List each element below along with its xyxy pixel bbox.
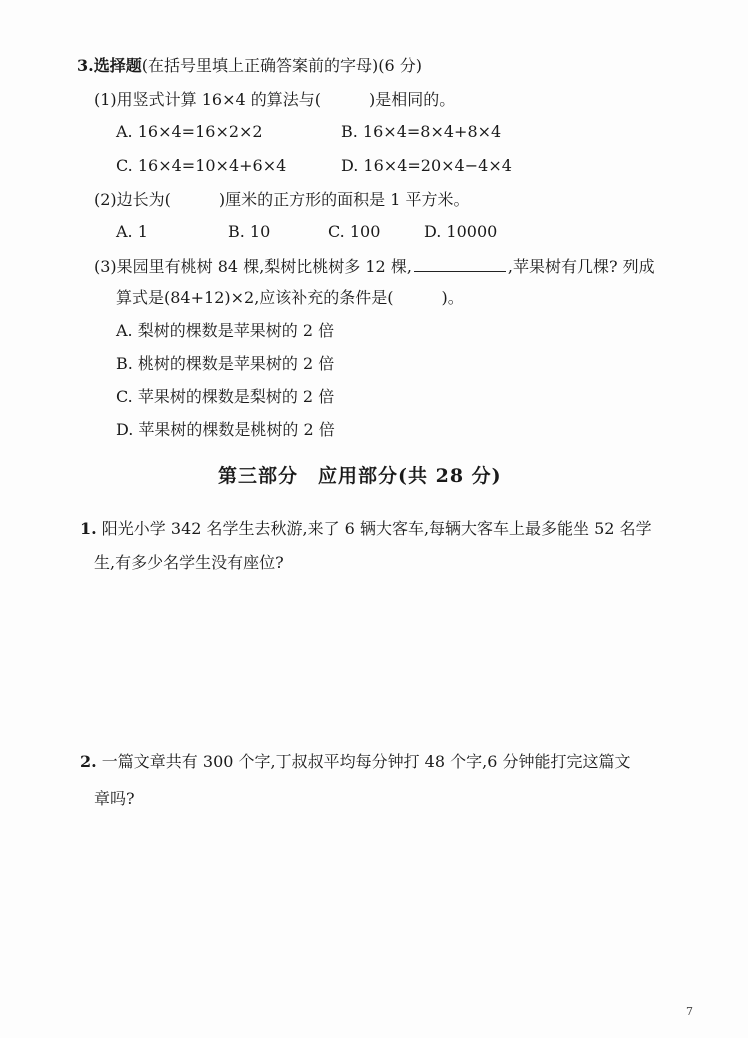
page-number: 7: [686, 1005, 693, 1018]
problem2-number: 2.: [80, 752, 97, 771]
q2-option-d: D. 10000: [424, 222, 498, 241]
problem1-text-line2: 生,有多少名学生没有座位?: [94, 553, 284, 572]
q3-stem-part2: ,苹果树有几棵? 列成: [507, 257, 655, 276]
q2-option-a: A. 1: [116, 222, 148, 241]
q3-answer-blank[interactable]: [414, 255, 506, 272]
section3-number: 3.: [77, 56, 94, 75]
q3-option-a: A. 梨树的棵数是苹果树的 2 倍: [116, 321, 335, 340]
q3-option-b: B. 桃树的棵数是苹果树的 2 倍: [116, 354, 335, 373]
problem1-text-line1: 阳光小学 342 名学生去秋游,来了 6 辆大客车,每辆大客车上最多能坐 52 名学: [101, 519, 652, 538]
q3-option-d: D. 苹果树的棵数是桃树的 2 倍: [116, 420, 335, 439]
q1-stem: (1)用竖式计算 16×4 的算法与( )是相同的。: [94, 90, 456, 109]
q1-option-d: D. 16×4=20×4−4×4: [341, 156, 512, 175]
q1-option-b: B. 16×4=8×4+8×4: [341, 122, 502, 141]
q3-stem-line2: 算式是(84+12)×2,应该补充的条件是( )。: [116, 288, 464, 307]
part3-heading: 第三部分 应用部分(共 28 分): [218, 465, 502, 487]
problem1-line1: [80, 519, 652, 539]
problem2-text-line1: 一篇文章共有 300 个字,丁叔叔平均每分钟打 48 个字,6 分钟能打完这篇文: [101, 752, 631, 771]
q2-option-c: C. 100: [328, 222, 381, 241]
q3-stem-line1: [94, 255, 655, 277]
q1-option-a: A. 16×4=16×2×2: [116, 122, 263, 141]
problem2-text-line2: 章吗?: [94, 789, 135, 808]
q2-stem: (2)边长为( )厘米的正方形的面积是 1 平方米。: [94, 190, 470, 209]
q3-option-c: C. 苹果树的棵数是梨树的 2 倍: [116, 387, 335, 406]
problem1-number: 1.: [80, 519, 97, 538]
section3-title-text: 选择题: [93, 56, 142, 75]
q3-stem-part1: (3)果园里有桃树 84 棵,梨树比桃树多 12 棵,: [94, 257, 412, 276]
q1-option-c: C. 16×4=10×4+6×4: [116, 156, 287, 175]
q2-option-b: B. 10: [228, 222, 271, 241]
problem2-line1: [80, 752, 630, 772]
section3-title-note: (在括号里填上正确答案前的字母)(6 分): [141, 56, 422, 75]
section3-title: [77, 56, 422, 76]
